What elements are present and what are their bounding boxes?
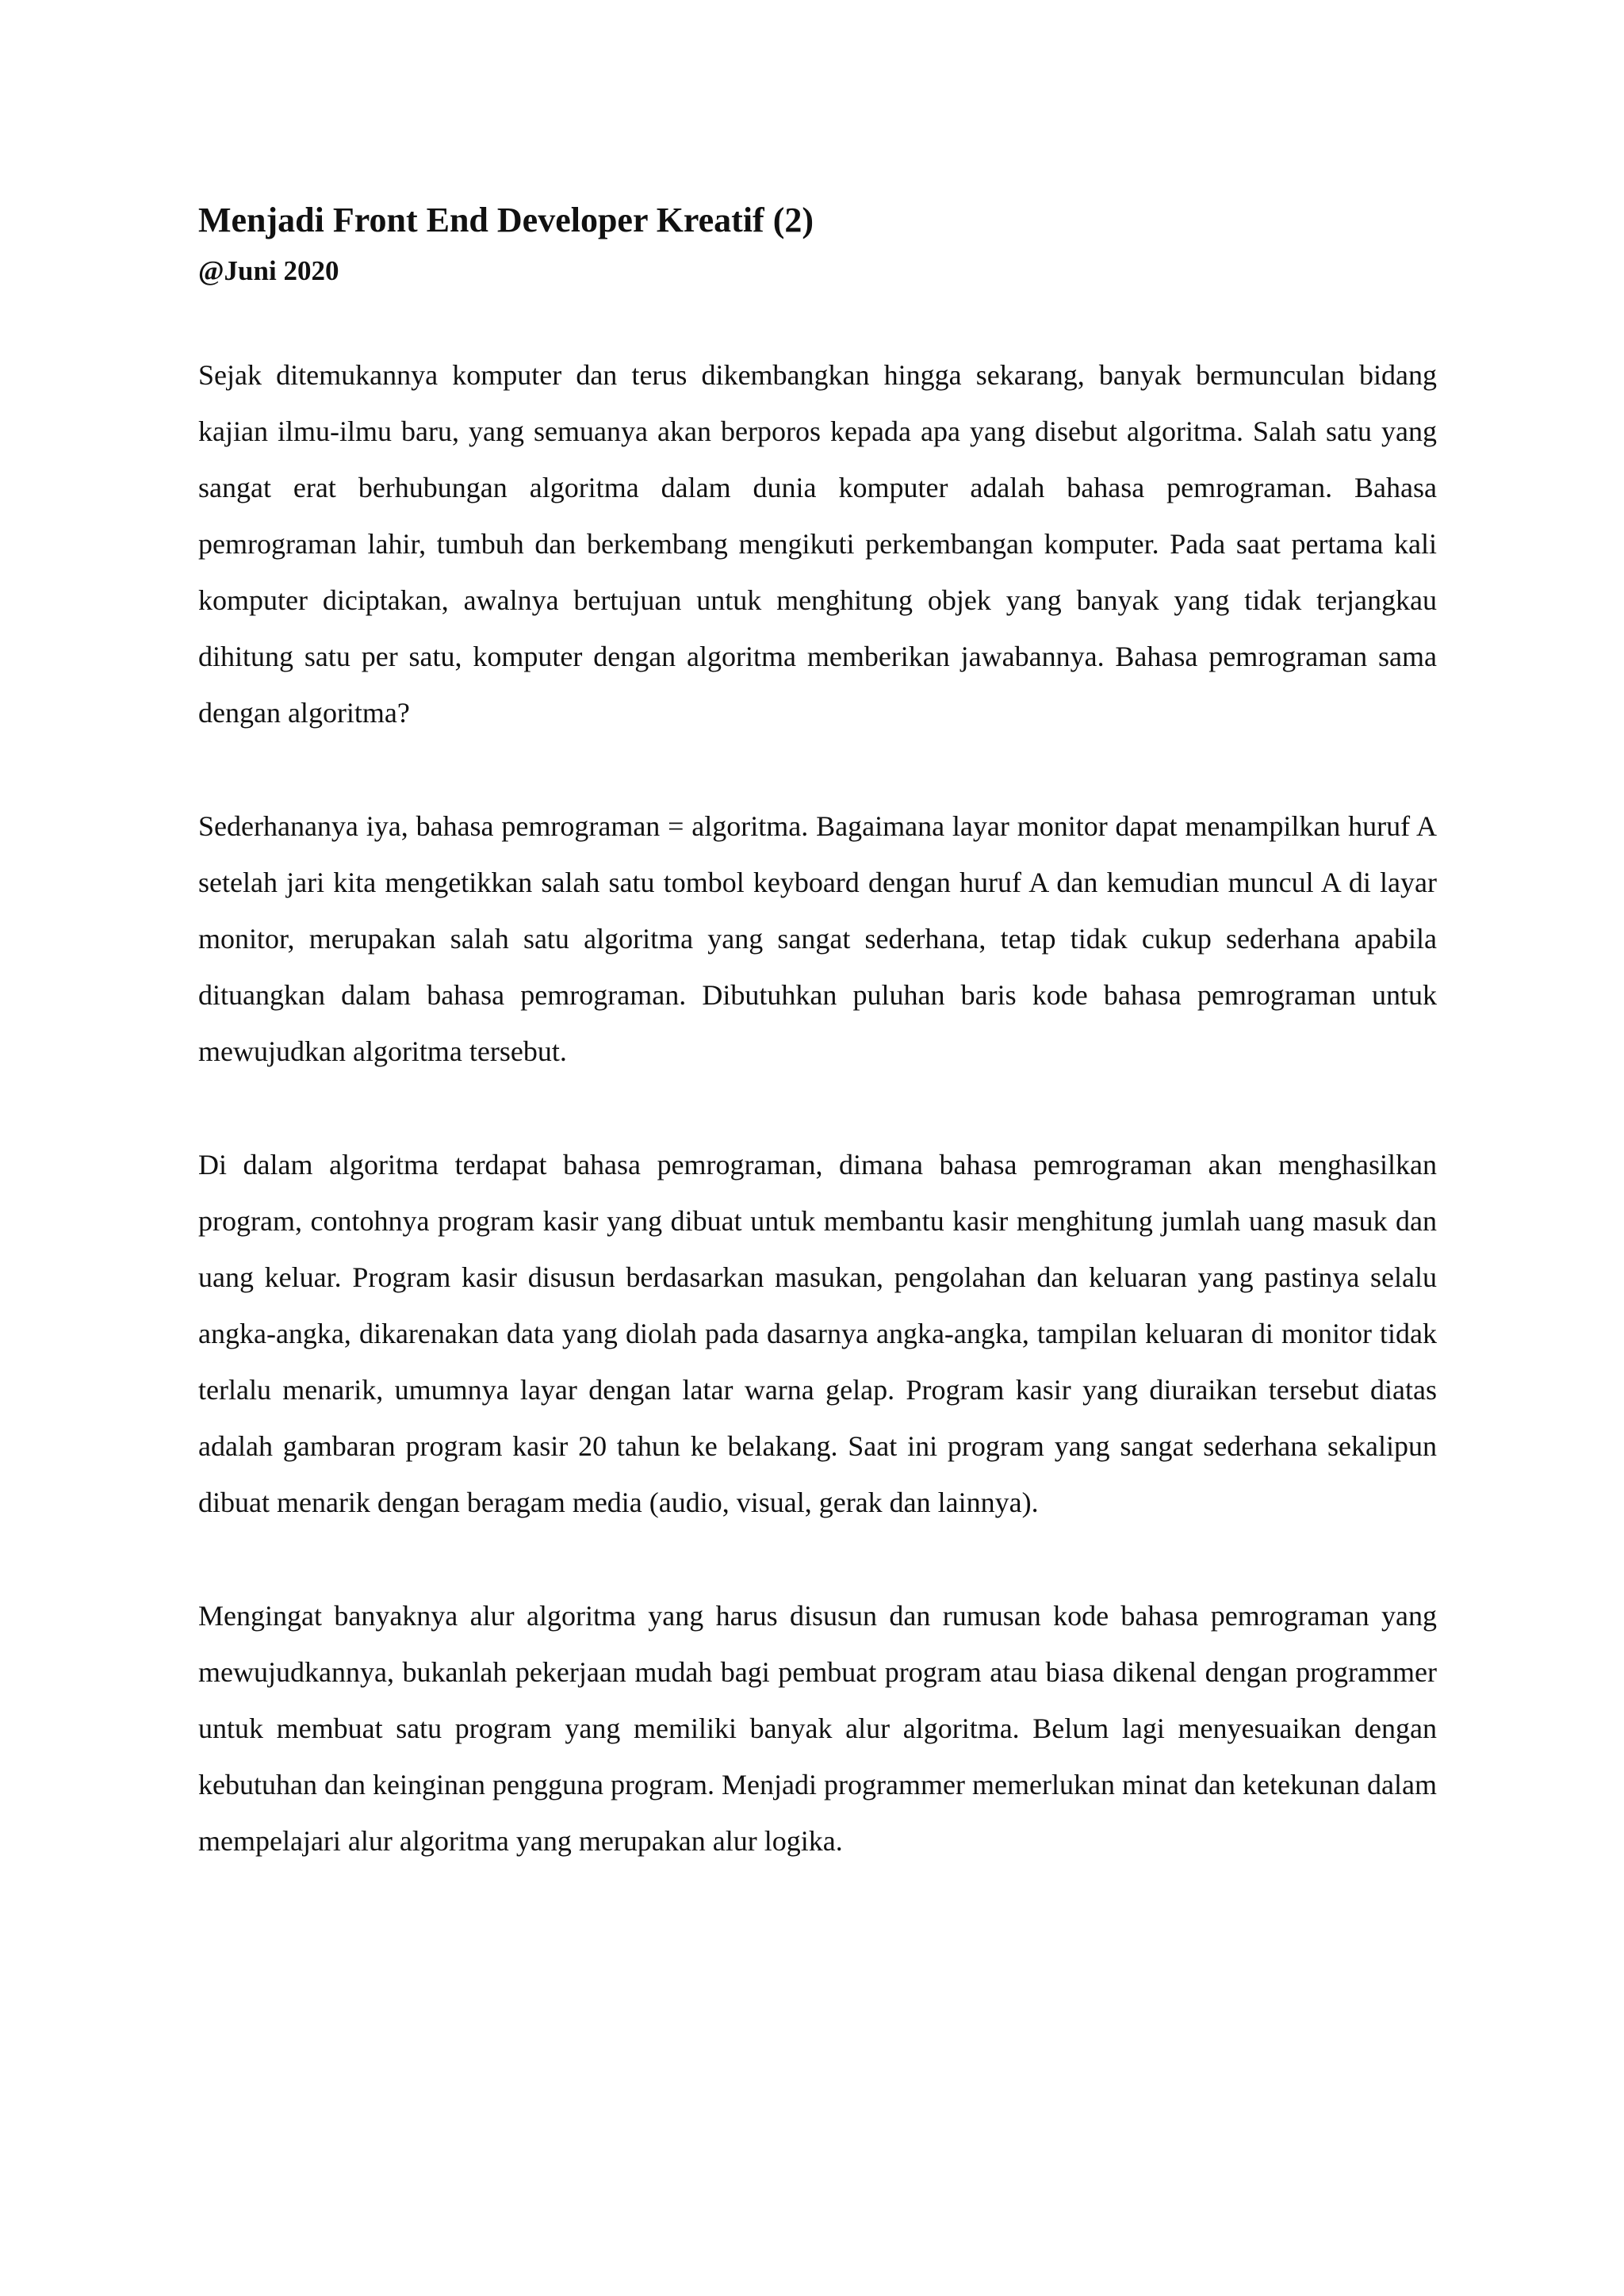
paragraph-4: Mengingat banyaknya alur algoritma yang harus disusun dan rumusan kode bahasa pemrograman yang mewujudkannya, bukanlah pekerjaan mudah bagi pembuat program atau biasa dikenal dengan programmer untuk membuat satu program yang memiliki banyak alur algoritma. Belum lagi menyesuaikan dengan kebutuhan dan keinginan pengguna program. Menjadi programmer memerlukan minat dan ketekunan dalam mempelajari alur algoritma yang merupakan alur logika. — [198, 1600, 1437, 1857]
document-content — [198, 195, 1437, 1869]
paragraph-2: Sederhananya iya, bahasa pemrograman = algoritma. Bagaimana layar monitor dapat menampilkan huruf A setelah jari kita mengetikkan salah satu tombol keyboard dengan huruf A dan kemudian muncul A di layar monitor, merupakan salah satu algoritma yang sangat sederhana, tetap tidak cukup sederhana apabila dituangkan dalam bahasa pemrograman. Dibutuhkan puluhan baris kode bahasa pemrograman untuk mewujudkan algoritma tersebut. — [198, 810, 1437, 1067]
paragraph-3: Di dalam algoritma terdapat bahasa pemrograman, dimana bahasa pemrograman akan menghasilkan program, contohnya program kasir yang dibuat untuk membantu kasir menghitung jumlah uang masuk dan uang keluar. Program kasir disusun berdasarkan masukan, pengolahan dan keluaran yang pastinya selalu angka-angka, dikarenakan data yang diolah pada dasarnya angka-angka, tampilan keluaran di monitor tidak terlalu menarik, umumnya layar dengan latar warna gelap. Program kasir yang diuraikan tersebut diatas adalah gambaran program kasir 20 tahun ke belakang. Saat ini program yang sangat sederhana sekalipun dibuat menarik dengan beragam media (audio, visual, gerak dan lainnya). — [198, 1149, 1437, 1518]
paragraph-1: Sejak ditemukannya komputer dan terus dikembangkan hingga sekarang, banyak bermunculan bidang kajian ilmu-ilmu baru, yang semuanya akan berporos kepada apa yang disebut algoritma. Salah satu yang sangat erat berhubungan algoritma dalam dunia komputer adalah bahasa pemrograman. Bahasa pemrograman lahir, tumbuh dan berkembang mengikuti perkembangan komputer. Pada saat pertama kali komputer diciptakan, awalnya bertujuan untuk menghitung objek yang banyak yang tidak terjangkau dihitung satu per satu, komputer dengan algoritma memberikan jawabannya. Bahasa pemrograman sama dengan algoritma? — [198, 359, 1437, 729]
document-body — [198, 347, 1437, 1869]
document-title: Menjadi Front End Developer Kreatif (2) — [198, 201, 814, 239]
document-date: @Juni 2020 — [198, 255, 339, 286]
